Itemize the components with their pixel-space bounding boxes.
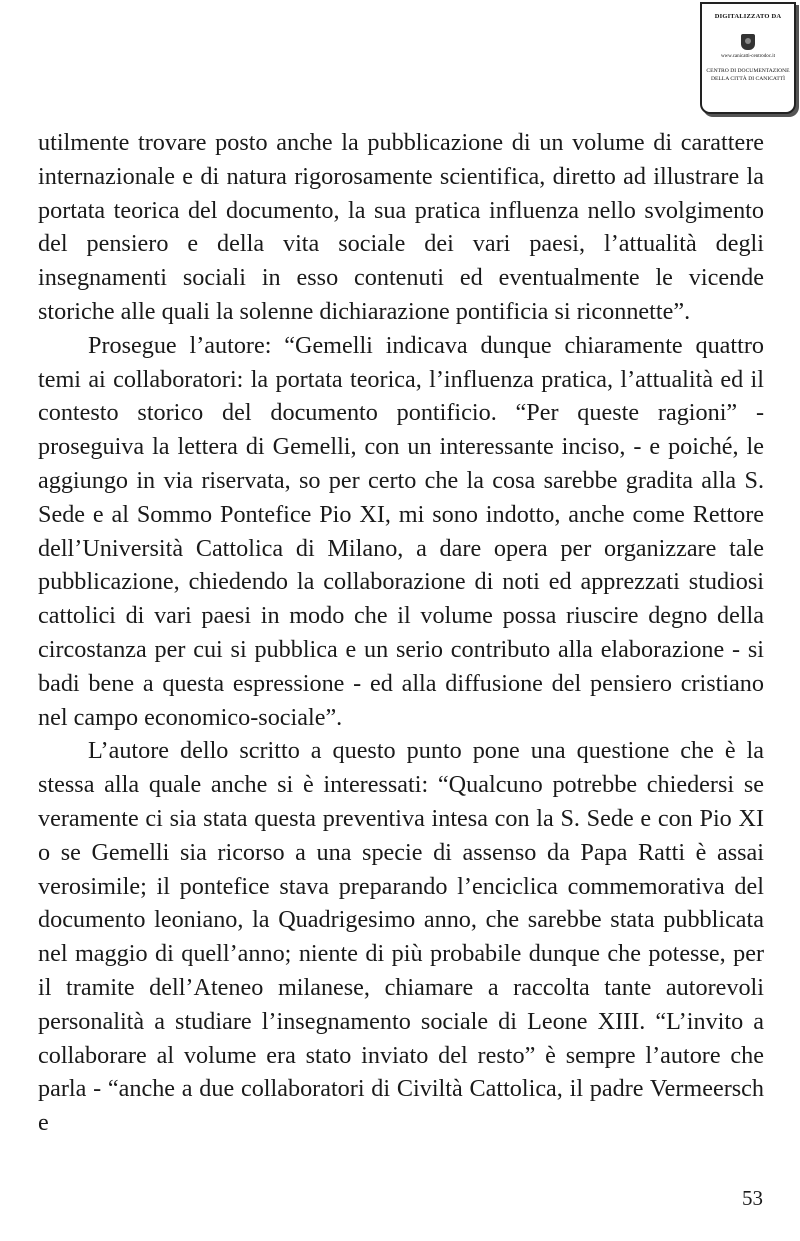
stamp-url: www.canicatti-centrodoc.it <box>720 54 776 59</box>
paragraph-second: Prosegue l’autore: “Gemelli indicava dunque chiaramente quattro temi ai collaboratori: la portata teorica, l’influenza pratica, l’attualità ed il contesto storico del documento pontificio. “Per queste ragioni” - proseguiva la lettera di Gemelli, con un interessante inciso, - e poiché, le aggiungo in via riservata, so per certo che la cosa sarebbe gradita alla S. Sede e al Sommo Pontefice Pio XI, mi sono indotto, anche come Rettore dell’Università Cattolica di Milano, a dare opera per organizzare tale pubblicazione, chiedendo la collaborazione di noti ed apprezzati studiosi cattolici di vari paesi in modo che il volume possa riuscire degno della circostanza per cui si pubblica e un serio contributo alla elaborazione - si badi bene a questa espressione - ed alla diffusione del pensiero cristiano nel campo economico-sociale”. <box>38 331 764 731</box>
paragraph-continuation: utilmente trovare posto anche la pubblicazione di un volume di carattere internazionale e di natura rigorosamente scientifica, diretto ad illustrare la portata teorica del documento, la sua pratica influenza nello svolgimento del pensiero e della vita sociale dei vari paesi, l’attualità degli insegnamenti sociali in esso contenuti ed eventualmente le vicende storiche alle quali la solenne dichiarazione pontificia si riconnette”. <box>38 129 764 325</box>
stamp-title: DIGITALIZZATO DA <box>714 13 782 20</box>
city-crest-icon <box>741 34 755 50</box>
page-body-text <box>38 126 764 1140</box>
digitization-stamp <box>700 2 796 114</box>
stamp-line-center: CENTRO DI DOCUMENTAZIONE <box>706 68 790 74</box>
stamp-line-city: DELLA CITTÀ DI CANICATTÌ <box>710 76 786 82</box>
page-number: 53 <box>742 1186 763 1210</box>
paragraph-third: L’autore dello scritto a questo punto pone una questione che è la stessa alla quale anche si è interessati: “Qualcuno potrebbe chiedersi se veramente ci sia stata questa preventiva intesa con la S. Sede e con Pio XI o se Gemelli sia ricorso a una specie di assenso da Papa Ratti è assai verosimile; il pontefice stava preparando l’enciclica commemorativa del documento leoniano, la Quadrigesimo anno, che sarebbe stata pubblicata nel maggio di quell’anno; niente di più probabile dunque che potesse, per il tramite dell’Ateneo milanese, chiamare a raccolta tante autorevoli personalità a studiare l’insegnamento sociale di Leone XIII. “L’invito a collaborare al volume era stato inviato del resto” è sempre l’autore che parla - “anche a due collaboratori di Civiltà Cattolica, il padre Vermeersch e <box>38 737 764 1137</box>
